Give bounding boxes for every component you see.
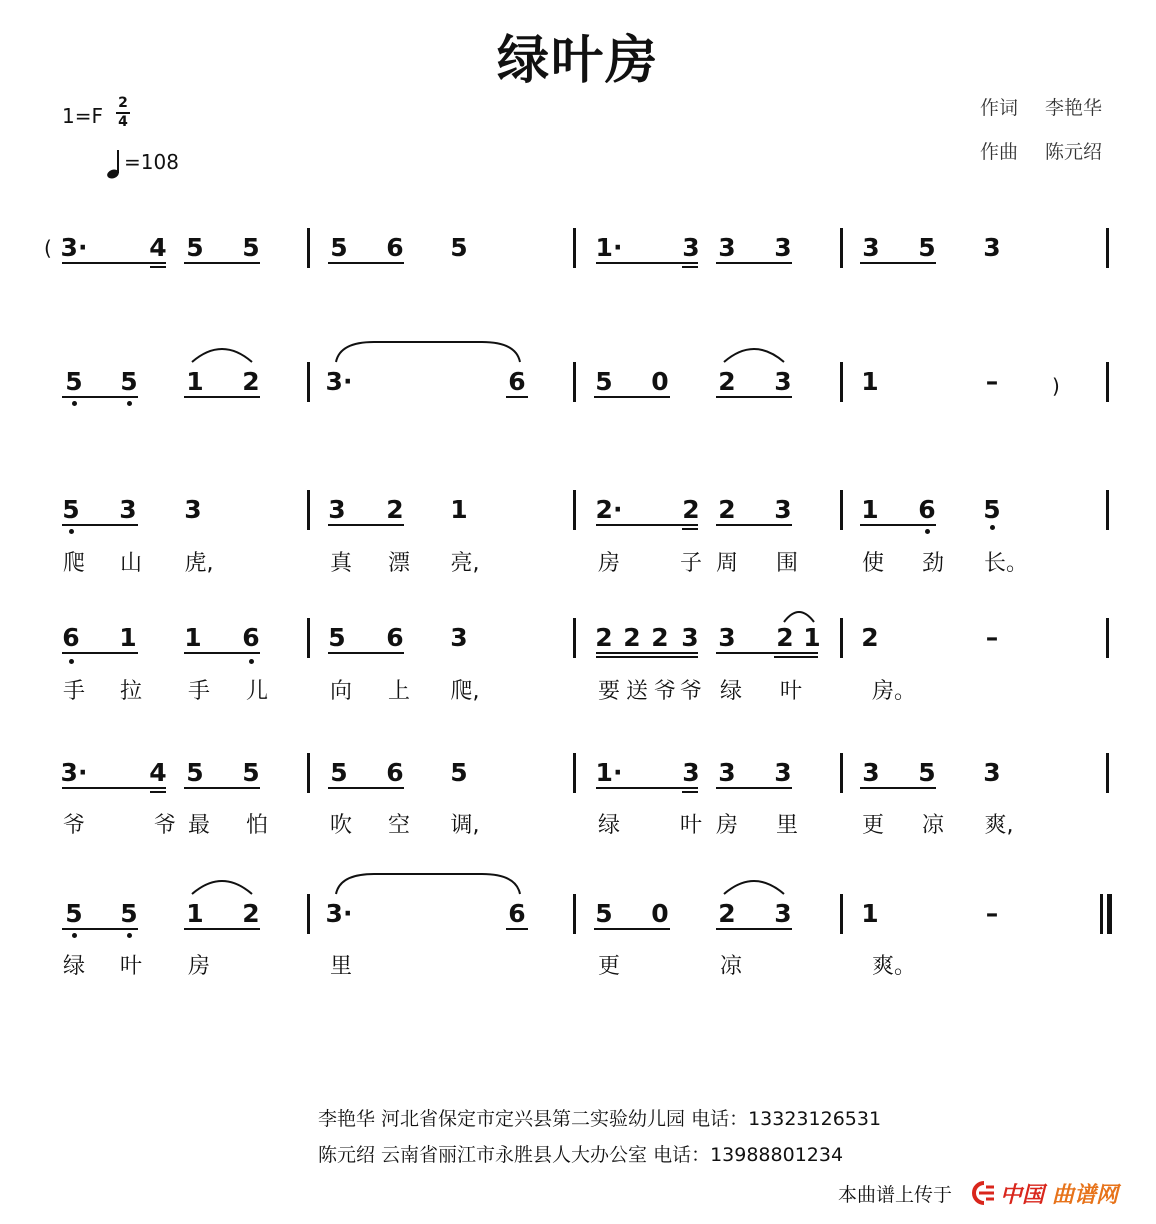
note: 5 xyxy=(242,233,260,262)
note: 5 xyxy=(918,233,936,262)
lyric: 虎, xyxy=(184,551,214,576)
lyric: 叶 xyxy=(779,679,802,704)
eighth-beam xyxy=(62,787,166,789)
eighth-beam xyxy=(596,787,698,789)
eighth-beam xyxy=(716,524,792,526)
page-title: 绿叶房 xyxy=(496,31,659,91)
lyric: 向 xyxy=(329,679,352,704)
note: 1 xyxy=(186,899,204,928)
lyric: 手 xyxy=(187,679,210,704)
note: 4 xyxy=(149,758,167,787)
eighth-beam xyxy=(716,396,792,398)
eighth-beam xyxy=(716,928,792,930)
eighth-beam xyxy=(594,396,670,398)
note: 3 xyxy=(862,758,880,787)
low-octave-dot xyxy=(127,401,132,406)
note: 3 xyxy=(682,233,700,262)
lyric: 爷 xyxy=(653,679,676,704)
note: 6 xyxy=(508,899,526,928)
note: 6 xyxy=(918,495,936,524)
eighth-beam xyxy=(506,928,528,930)
note: 2 xyxy=(718,899,736,928)
note: 3 xyxy=(862,233,880,262)
note: 5 xyxy=(120,899,138,928)
barline xyxy=(840,228,843,268)
note: 2· xyxy=(595,495,623,524)
note: 5 xyxy=(450,758,468,787)
lyric: 爽, xyxy=(984,813,1014,838)
barline xyxy=(573,362,576,402)
barline xyxy=(1106,618,1109,658)
note: 1 xyxy=(184,623,202,652)
note: 4 xyxy=(149,233,167,262)
eighth-beam xyxy=(62,396,138,398)
note: 6 xyxy=(508,367,526,396)
lyric: 要 xyxy=(597,679,620,704)
eighth-beam xyxy=(860,262,936,264)
site-logo-icon xyxy=(970,1180,998,1210)
lyric: 更 xyxy=(597,954,620,979)
eighth-beam xyxy=(184,787,260,789)
lyric: 调, xyxy=(450,813,480,838)
barline xyxy=(307,362,310,402)
tempo-value: =108 xyxy=(124,150,179,174)
barline xyxy=(1106,362,1109,402)
low-octave-dot xyxy=(127,933,132,938)
lyric: 里 xyxy=(775,813,798,838)
time-numerator: 2 xyxy=(118,95,128,111)
barline xyxy=(840,490,843,530)
lyric: 周 xyxy=(715,551,738,576)
lyric: 叶 xyxy=(119,954,142,979)
eighth-beam xyxy=(860,524,936,526)
note: 2 xyxy=(718,367,736,396)
eighth-beam xyxy=(716,262,792,264)
upload-note: 本曲谱上传于 xyxy=(838,1184,953,1206)
time-signature xyxy=(116,96,130,130)
contact-composer: 陈元绍 云南省丽江市永胜县人大办公室 电话：13988801234 xyxy=(318,1144,844,1166)
note: 2 xyxy=(386,495,404,524)
final-barline-thin xyxy=(1100,894,1103,934)
eighth-beam xyxy=(716,652,818,654)
note: 1 xyxy=(450,495,468,524)
note: 3 xyxy=(774,758,792,787)
note: 1· xyxy=(595,758,623,787)
composer-name: 陈元绍 xyxy=(1045,141,1103,163)
eighth-beam xyxy=(328,524,404,526)
note: 5 xyxy=(65,367,83,396)
tie xyxy=(334,338,522,364)
lyric: 叶 xyxy=(679,813,702,838)
note: 1 xyxy=(803,623,821,652)
eighth-beam xyxy=(328,262,404,264)
note: 1 xyxy=(119,623,137,652)
sixteenth-beam xyxy=(682,528,698,530)
note: 1 xyxy=(861,899,879,928)
note: 2 xyxy=(651,623,669,652)
lyric: 围 xyxy=(775,551,798,576)
site-name-a: 中国 xyxy=(1000,1183,1045,1208)
note: 5 xyxy=(983,495,1001,524)
lyricist-name: 李艳华 xyxy=(1045,97,1103,119)
lyric: 爷 xyxy=(679,679,702,704)
note: 6 xyxy=(386,758,404,787)
lyric: 真 xyxy=(329,551,352,576)
note: 5 xyxy=(120,367,138,396)
note: 2 xyxy=(718,495,736,524)
note: 5 xyxy=(186,233,204,262)
note: 3 xyxy=(718,758,736,787)
lyric: 房 xyxy=(715,813,738,838)
note: 3 xyxy=(774,367,792,396)
note: 3 xyxy=(681,623,699,652)
low-octave-dot xyxy=(990,525,995,530)
note: 1 xyxy=(861,495,879,524)
lyric: 亮, xyxy=(450,551,480,576)
lyric: 劲 xyxy=(921,551,944,576)
lyric: 更 xyxy=(861,813,884,838)
note: 0 xyxy=(651,899,669,928)
lyric: 长。 xyxy=(984,551,1029,576)
note: 5 xyxy=(242,758,260,787)
note: 2 xyxy=(242,899,260,928)
lyric: 怕 xyxy=(245,813,268,838)
lyric: 里 xyxy=(329,954,352,979)
eighth-beam xyxy=(328,787,404,789)
quarter-note-icon xyxy=(106,148,124,184)
lyric: 房。 xyxy=(872,679,917,704)
slur xyxy=(722,342,786,364)
barline xyxy=(573,490,576,530)
low-octave-dot xyxy=(72,933,77,938)
barline xyxy=(840,362,843,402)
slur xyxy=(782,606,816,624)
lyric: 送 xyxy=(625,679,648,704)
lyric: 上 xyxy=(387,679,410,704)
barline xyxy=(1106,490,1109,530)
barline xyxy=(1106,753,1109,793)
note: 3 xyxy=(119,495,137,524)
note: 5 xyxy=(186,758,204,787)
note: 5 xyxy=(328,623,346,652)
sixteenth-beam xyxy=(774,656,818,658)
eighth-beam xyxy=(596,652,698,654)
eighth-beam xyxy=(328,652,404,654)
eighth-beam xyxy=(62,928,138,930)
lyric: 爽。 xyxy=(872,954,917,979)
note: 6 xyxy=(386,623,404,652)
slur xyxy=(190,342,254,364)
barline xyxy=(573,753,576,793)
low-octave-dot xyxy=(69,529,74,534)
sixteenth-beam xyxy=(682,266,698,268)
note: 5 xyxy=(65,899,83,928)
note: – xyxy=(985,623,999,652)
eighth-beam xyxy=(594,928,670,930)
note: 1· xyxy=(595,233,623,262)
lyric: 爬 xyxy=(62,551,85,576)
lyric: 爷 xyxy=(62,813,85,838)
eighth-beam xyxy=(62,652,138,654)
lyric: 儿 xyxy=(245,679,268,704)
note: 3· xyxy=(60,758,88,787)
repeat-paren-close: ) xyxy=(1052,374,1060,398)
note: 3· xyxy=(325,899,353,928)
note: 5 xyxy=(595,367,613,396)
eighth-beam xyxy=(506,396,528,398)
barline xyxy=(307,753,310,793)
key-signature: 1=F xyxy=(62,104,103,128)
low-octave-dot xyxy=(249,659,254,664)
lyric: 手 xyxy=(62,679,85,704)
eighth-beam xyxy=(62,524,138,526)
note: 3 xyxy=(774,233,792,262)
barline xyxy=(1106,228,1109,268)
note: 5 xyxy=(450,233,468,262)
barline xyxy=(573,228,576,268)
lyric: 绿 xyxy=(719,679,742,704)
barline xyxy=(307,894,310,934)
eighth-beam xyxy=(184,396,260,398)
eighth-beam xyxy=(860,787,936,789)
note: 6 xyxy=(386,233,404,262)
note: 3· xyxy=(325,367,353,396)
note: 5 xyxy=(595,899,613,928)
note: 1 xyxy=(861,367,879,396)
sixteenth-beam xyxy=(150,266,166,268)
lyric: 爷 xyxy=(153,813,176,838)
lyric: 爬, xyxy=(450,679,480,704)
low-octave-dot xyxy=(925,529,930,534)
note: 6 xyxy=(62,623,80,652)
lyric: 漂 xyxy=(387,551,410,576)
note: 0 xyxy=(651,367,669,396)
sixteenth-beam xyxy=(682,791,698,793)
note: 5 xyxy=(330,758,348,787)
lyric: 房 xyxy=(187,954,210,979)
barline xyxy=(573,618,576,658)
eighth-beam xyxy=(716,787,792,789)
note: 3 xyxy=(718,233,736,262)
lyric: 山 xyxy=(119,551,142,576)
note: 5 xyxy=(330,233,348,262)
slur xyxy=(722,874,786,896)
composer-label: 作曲 xyxy=(980,141,1019,163)
final-barline-thick xyxy=(1107,894,1112,934)
barline xyxy=(307,490,310,530)
low-octave-dot xyxy=(72,401,77,406)
note: 2 xyxy=(682,495,700,524)
eighth-beam xyxy=(184,928,260,930)
note: 3 xyxy=(774,899,792,928)
barline xyxy=(840,618,843,658)
barline xyxy=(573,894,576,934)
lyric: 子 xyxy=(679,551,702,576)
lyric: 绿 xyxy=(62,954,85,979)
lyric: 绿 xyxy=(597,813,620,838)
eighth-beam xyxy=(62,262,166,264)
note: 3 xyxy=(184,495,202,524)
contact-lyricist: 李艳华 河北省保定市定兴县第二实验幼儿园 电话：13323126531 xyxy=(318,1108,882,1130)
lyric: 房 xyxy=(597,551,620,576)
tie xyxy=(334,870,522,896)
barline xyxy=(307,618,310,658)
eighth-beam xyxy=(184,652,260,654)
lyricist-label: 作词 xyxy=(980,97,1019,119)
note: 3 xyxy=(774,495,792,524)
lyric: 最 xyxy=(187,813,210,838)
note: 6 xyxy=(242,623,260,652)
note: 2 xyxy=(242,367,260,396)
barline xyxy=(840,753,843,793)
note: 5 xyxy=(918,758,936,787)
note: 3 xyxy=(682,758,700,787)
note: – xyxy=(985,899,999,928)
sixteenth-beam xyxy=(596,656,698,658)
repeat-paren-open: ( xyxy=(44,236,52,260)
note: 5 xyxy=(62,495,80,524)
slur xyxy=(190,874,254,896)
sixteenth-beam xyxy=(150,791,166,793)
note: 3 xyxy=(718,623,736,652)
note: 3 xyxy=(328,495,346,524)
note: 3 xyxy=(983,758,1001,787)
barline xyxy=(307,228,310,268)
lyric: 空 xyxy=(387,813,410,838)
eighth-beam xyxy=(184,262,260,264)
lyric: 吹 xyxy=(329,813,352,838)
note: 3 xyxy=(450,623,468,652)
note: 2 xyxy=(861,623,879,652)
note: 2 xyxy=(595,623,613,652)
lyric: 凉 xyxy=(719,954,742,979)
site-name-b: 曲谱网 xyxy=(1052,1183,1119,1208)
barline xyxy=(840,894,843,934)
lyric: 凉 xyxy=(921,813,944,838)
note: 3 xyxy=(983,233,1001,262)
note: – xyxy=(985,367,999,396)
lyric: 拉 xyxy=(119,679,142,704)
note: 3· xyxy=(60,233,88,262)
eighth-beam xyxy=(596,262,698,264)
eighth-beam xyxy=(596,524,698,526)
note: 2 xyxy=(776,623,794,652)
low-octave-dot xyxy=(69,659,74,664)
note: 2 xyxy=(623,623,641,652)
time-denominator: 4 xyxy=(118,114,128,130)
lyric: 使 xyxy=(861,551,884,576)
note: 1 xyxy=(186,367,204,396)
